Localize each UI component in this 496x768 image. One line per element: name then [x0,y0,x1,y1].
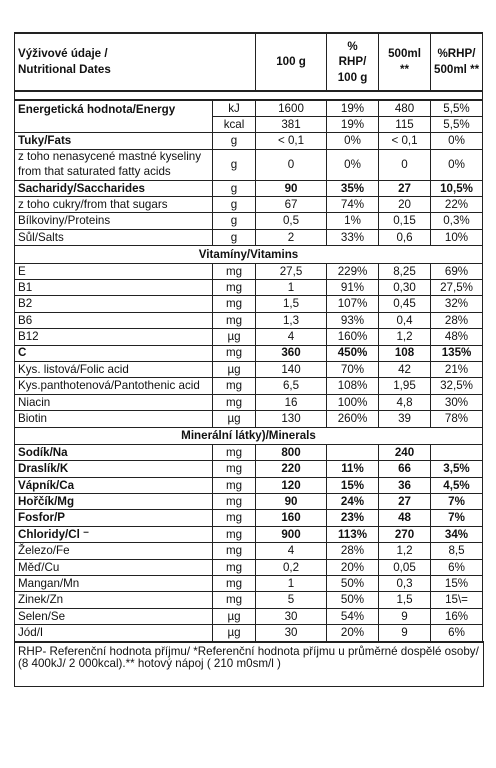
energy-label: Energetická hodnota/Energy [15,100,213,133]
mineral-v100: 30 [256,608,327,624]
nutrient-label: z toho cukry/from that sugars [15,197,213,213]
energy-kj-unit: kJ [213,100,256,116]
vitamin-row [15,411,483,427]
mineral-row [15,444,483,460]
vitamin-unit: µg [213,411,256,427]
mineral-rhp500: 6% [431,625,483,641]
nutrient-unit: g [213,229,256,245]
vitamin-v100: 16 [256,394,327,410]
vitamin-unit: mg [213,296,256,312]
saturated-rhp100: 0% [327,149,379,180]
mineral-rhp500: 4,5% [431,477,483,493]
header-title: Výživové údaje / Nutritional Dates [15,33,256,91]
header-rhp-100g: % RHP/ 100 g [327,33,379,91]
vitamin-rhp100: 108% [327,378,379,394]
energy-kcal-rhp500: 5,5% [431,116,483,132]
mineral-rhp500: 7% [431,494,483,510]
fats-row [15,133,483,149]
nutrient-rhp100: 33% [327,229,379,245]
vitamin-v100: 140 [256,361,327,377]
mineral-v100: 90 [256,494,327,510]
nutrient-v100: 67 [256,197,327,213]
vitamin-unit: mg [213,394,256,410]
vitamin-v100: 1 [256,280,327,296]
vitamin-label: B12 [15,329,213,345]
mineral-row [15,526,483,542]
vitamin-v100: 1,5 [256,296,327,312]
mineral-v500: 48 [379,510,431,526]
mineral-unit: mg [213,510,256,526]
mineral-rhp500: 3,5% [431,461,483,477]
vitamin-row [15,263,483,279]
vitamin-v100: 27,5 [256,263,327,279]
mineral-v500: 1,2 [379,543,431,559]
vitamin-v500: 8,25 [379,263,431,279]
mineral-rhp100 [327,444,379,460]
fats-label: Tuky/Fats [15,133,213,149]
vitamin-v500: 108 [379,345,431,361]
vitamin-rhp500: 30% [431,394,483,410]
mineral-rhp500: 8,5 [431,543,483,559]
vitamin-row [15,329,483,345]
vitamin-rhp500: 78% [431,411,483,427]
mineral-row [15,625,483,641]
energy-kcal-v100: 381 [256,116,327,132]
energy-kcal-unit: kcal [213,116,256,132]
mineral-v500: 1,5 [379,592,431,608]
vitamin-rhp500: 21% [431,361,483,377]
saturated-row [15,149,483,180]
mineral-rhp500: 16% [431,608,483,624]
vitamin-row [15,378,483,394]
mineral-label: Zinek/Zn [15,592,213,608]
mineral-v100: 30 [256,625,327,641]
vitamin-row [15,345,483,361]
mineral-rhp100: 23% [327,510,379,526]
mineral-unit: mg [213,444,256,460]
mineral-label: Mangan/Mn [15,576,213,592]
vitamin-v500: 4,8 [379,394,431,410]
mineral-v100: 800 [256,444,327,460]
nutrient-row [15,197,483,213]
mineral-v100: 0,2 [256,559,327,575]
mineral-row [15,543,483,559]
vitamin-rhp500: 135% [431,345,483,361]
mineral-rhp100: 20% [327,625,379,641]
nutrient-row [15,180,483,196]
mineral-v500: 0,05 [379,559,431,575]
mineral-unit: mg [213,494,256,510]
vitamin-v100: 6,5 [256,378,327,394]
mineral-row [15,592,483,608]
vitamin-label: B6 [15,312,213,328]
footnote: RHP- Referenční hodnota příjmu/ *Referenční hodnota příjmu u průměrné dospělé osoby/ (8 400kJ/ 2 000kcal).** hotový nápoj ( 210 m0sm/l ) [14,641,484,687]
vitamin-v500: 0,45 [379,296,431,312]
nutrient-v100: 90 [256,180,327,196]
fats-unit: g [213,133,256,149]
vitamin-unit: mg [213,345,256,361]
mineral-row [15,576,483,592]
vitamin-unit: mg [213,263,256,279]
vitamin-row [15,280,483,296]
nutrient-rhp500: 10,5% [431,180,483,196]
nutrient-rhp100: 35% [327,180,379,196]
mineral-unit: mg [213,576,256,592]
mineral-v500: 270 [379,526,431,542]
vitamin-unit: mg [213,378,256,394]
vitamin-rhp100: 160% [327,329,379,345]
mineral-v100: 160 [256,510,327,526]
vitamin-unit: mg [213,280,256,296]
mineral-v100: 900 [256,526,327,542]
vitamin-v500: 0,30 [379,280,431,296]
nutrient-row [15,229,483,245]
nutrient-unit: g [213,180,256,196]
vitamin-rhp100: 70% [327,361,379,377]
vitamin-rhp500: 48% [431,329,483,345]
nutrient-row [15,213,483,229]
saturated-label: z toho nenasycené mastné kyseliny from that saturated fatty acids [15,149,213,180]
nutrient-label: Sůl/Salts [15,229,213,245]
header-row [15,33,483,91]
mineral-rhp100: 113% [327,526,379,542]
mineral-unit: mg [213,526,256,542]
vitamin-row [15,312,483,328]
nutrient-v500: 27 [379,180,431,196]
vitamin-label: Niacin [15,394,213,410]
mineral-rhp500: 6% [431,559,483,575]
vitamin-v100: 4 [256,329,327,345]
vitamin-v500: 1,2 [379,329,431,345]
saturated-unit: g [213,149,256,180]
vitamin-label: E [15,263,213,279]
vitamin-rhp100: 107% [327,296,379,312]
vitamin-v100: 130 [256,411,327,427]
energy-kj-row [15,100,483,116]
mineral-v500: 27 [379,494,431,510]
vitamin-v100: 1,3 [256,312,327,328]
mineral-rhp100: 28% [327,543,379,559]
nutrient-label: Sacharidy/Saccharides [15,180,213,196]
vitamin-rhp100: 450% [327,345,379,361]
vitamin-v500: 39 [379,411,431,427]
mineral-rhp100: 15% [327,477,379,493]
vitamin-label: C [15,345,213,361]
mineral-unit: µg [213,625,256,641]
mineral-unit: µg [213,608,256,624]
mineral-row [15,494,483,510]
mineral-label: Hořčík/Mg [15,494,213,510]
fats-rhp100: 0% [327,133,379,149]
nutrient-label: Bílkoviny/Proteins [15,213,213,229]
vitamin-label: Biotin [15,411,213,427]
fats-v100: < 0,1 [256,133,327,149]
vitamin-rhp500: 32,5% [431,378,483,394]
mineral-unit: mg [213,543,256,559]
mineral-v500: 9 [379,608,431,624]
minerals-section-row [15,427,483,444]
mineral-rhp500 [431,444,483,460]
vitamins-section-row [15,246,483,263]
mineral-unit: mg [213,592,256,608]
mineral-v100: 1 [256,576,327,592]
mineral-v500: 9 [379,625,431,641]
nutrient-v500: 0,15 [379,213,431,229]
mineral-unit: mg [213,559,256,575]
vitamin-label: B1 [15,280,213,296]
vitamin-label: Kys.panthotenová/Pantothenic acid [15,378,213,394]
nutrient-v100: 0,5 [256,213,327,229]
mineral-label: Fosfor/P [15,510,213,526]
energy-kj-v500: 480 [379,100,431,116]
energy-kj-rhp500: 5,5% [431,100,483,116]
nutrient-rhp100: 74% [327,197,379,213]
mineral-label: Jód/I [15,625,213,641]
nutrient-v500: 0,6 [379,229,431,245]
mineral-rhp100: 24% [327,494,379,510]
mineral-rhp100: 11% [327,461,379,477]
mineral-v100: 5 [256,592,327,608]
mineral-rhp500: 7% [431,510,483,526]
mineral-row [15,461,483,477]
nutrient-rhp100: 1% [327,213,379,229]
mineral-label: Selen/Se [15,608,213,624]
nutrient-rhp500: 22% [431,197,483,213]
vitamins-title: Vitamíny/Vitamins [15,246,483,263]
mineral-rhp100: 50% [327,576,379,592]
saturated-v100: 0 [256,149,327,180]
mineral-label: Vápník/Ca [15,477,213,493]
vitamin-row [15,361,483,377]
nutrient-unit: g [213,197,256,213]
vitamin-v500: 1,95 [379,378,431,394]
mineral-v100: 220 [256,461,327,477]
vitamin-rhp100: 229% [327,263,379,279]
nutrient-v100: 2 [256,229,327,245]
saturated-rhp500: 0% [431,149,483,180]
vitamin-label: Kys. listová/Folic acid [15,361,213,377]
vitamin-unit: µg [213,329,256,345]
vitamin-rhp500: 32% [431,296,483,312]
vitamin-label: B2 [15,296,213,312]
header-rhp-500ml: %RHP/ 500ml ** [431,33,483,91]
nutrition-label [14,32,482,687]
energy-kcal-v500: 115 [379,116,431,132]
nutrient-rhp500: 10% [431,229,483,245]
mineral-unit: mg [213,461,256,477]
mineral-rhp500: 15% [431,576,483,592]
energy-kj-v100: 1600 [256,100,327,116]
vitamin-rhp500: 27,5% [431,280,483,296]
vitamin-rhp100: 100% [327,394,379,410]
energy-kcal-rhp100: 19% [327,116,379,132]
minerals-title: Minerální látky)/Minerals [15,427,483,444]
mineral-label: Draslík/K [15,461,213,477]
mineral-label: Měď/Cu [15,559,213,575]
header-500ml: 500ml ** [379,33,431,91]
vitamin-rhp500: 69% [431,263,483,279]
mineral-rhp500: 15\= [431,592,483,608]
vitamin-row [15,296,483,312]
nutrient-unit: g [213,213,256,229]
vitamin-rhp100: 91% [327,280,379,296]
mineral-unit: mg [213,477,256,493]
mineral-v500: 66 [379,461,431,477]
mineral-rhp100: 20% [327,559,379,575]
vitamin-rhp500: 28% [431,312,483,328]
mineral-v500: 240 [379,444,431,460]
energy-kj-rhp100: 19% [327,100,379,116]
nutrient-v500: 20 [379,197,431,213]
mineral-v100: 4 [256,543,327,559]
nutrient-rhp500: 0,3% [431,213,483,229]
mineral-label: Chloridy/Cl ⁻ [15,526,213,542]
vitamin-unit: mg [213,312,256,328]
vitamin-v500: 42 [379,361,431,377]
saturated-v500: 0 [379,149,431,180]
mineral-row [15,559,483,575]
vitamin-row [15,394,483,410]
nutrition-table [14,32,483,642]
mineral-row [15,477,483,493]
header-100g: 100 g [256,33,327,91]
fats-v500: < 0,1 [379,133,431,149]
mineral-row [15,510,483,526]
vitamin-unit: µg [213,361,256,377]
mineral-rhp100: 50% [327,592,379,608]
mineral-row [15,608,483,624]
mineral-label: Sodík/Na [15,444,213,460]
mineral-v500: 0,3 [379,576,431,592]
vitamin-rhp100: 260% [327,411,379,427]
vitamin-rhp100: 93% [327,312,379,328]
fats-rhp500: 0% [431,133,483,149]
mineral-label: Železo/Fe [15,543,213,559]
mineral-rhp100: 54% [327,608,379,624]
mineral-v100: 120 [256,477,327,493]
mineral-rhp500: 34% [431,526,483,542]
vitamin-v100: 360 [256,345,327,361]
vitamin-v500: 0,4 [379,312,431,328]
mineral-v500: 36 [379,477,431,493]
